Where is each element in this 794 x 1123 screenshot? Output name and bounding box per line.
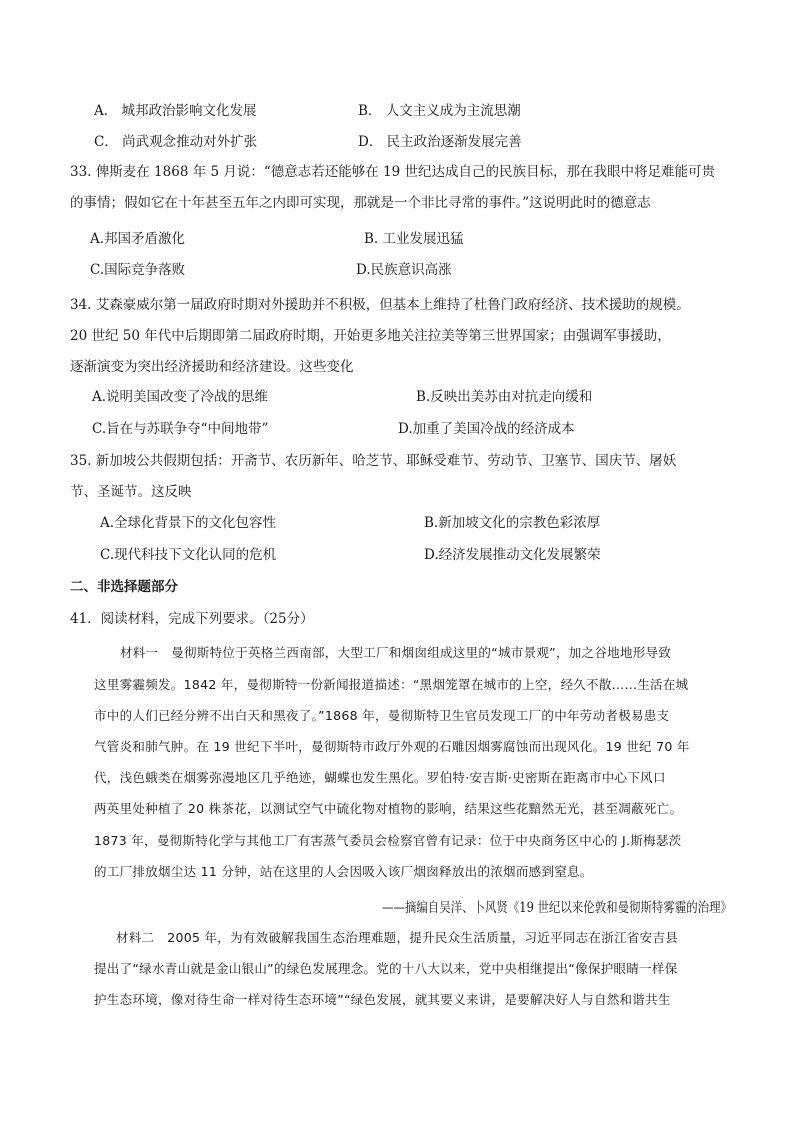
material-1-line: 1873 年，曼彻斯特化学与其他工厂有害蒸气委员会检察官曾有记录：位于中央商务区中心的 J.斯梅瑟茨 bbox=[94, 833, 682, 848]
q33-stem-line-2: 的事情；假如它在十年甚至五年之内即可实现，那就是一个非比寻常的事件。”这说明此时的德意志 bbox=[70, 195, 651, 211]
material-1-line: 代，浅色蛾类在烟雾弥漫地区几乎绝迹，蝴蝶也发生黑化。罗伯特·安吉斯·史密斯在距离市中心下风口 bbox=[94, 770, 666, 785]
q34-option-a[interactable]: A.说明美国改变了冷战的思维 bbox=[92, 389, 269, 405]
q32-options-row-2 bbox=[0, 131, 794, 153]
q34-option-c[interactable]: C.旨在与苏联争夺“中间地带” bbox=[92, 421, 269, 437]
q33-options-row-2 bbox=[0, 259, 794, 281]
section-heading-row bbox=[0, 576, 794, 598]
q34-options-row-1 bbox=[0, 386, 794, 408]
q41-stem-row bbox=[0, 608, 794, 630]
q33-option-a[interactable]: A.邦国矛盾激化 bbox=[90, 231, 186, 247]
q34-options-row-2 bbox=[0, 418, 794, 440]
q35-options-row-2 bbox=[0, 544, 794, 566]
q35-stem bbox=[70, 446, 728, 508]
q35-stem-line-2: 节、圣诞节。这反映 bbox=[70, 484, 192, 500]
q33-option-d[interactable]: D.民族意识高涨 bbox=[356, 262, 452, 278]
q35-options-row-1 bbox=[0, 512, 794, 534]
material-1-line: 的工厂排放烟尘达 11 分钟，站在这里的人会因吸入该厂烟囱释放出的浓烟而感到窒息。 bbox=[94, 864, 593, 879]
material-2-line: 提出了“绿水青山就是金山银山”的绿色发展理念。党的十八大以来，党中央相继提出“像保护眼睛一样保 bbox=[94, 961, 678, 976]
q32-option-d[interactable]: D． 民主政治逐渐发展完善 bbox=[358, 134, 522, 150]
material-1-line: 这里雾霾频发。1842 年，曼彻斯特一份新闻报道描述：“黑烟笼罩在城市的上空，经久不散……生活在城 bbox=[94, 677, 689, 692]
q35-option-a[interactable]: A.全球化背景下的文化包容性 bbox=[100, 515, 277, 531]
q41-stem: 41．阅读材料，完成下列要求。（25分） bbox=[70, 611, 314, 627]
material-1-line: 材料一 曼彻斯特位于英格兰西南部，大型工厂和烟囱组成这里的“城市景观”，加之谷地地形导致 bbox=[120, 645, 672, 660]
q34-stem-line-1: 34. 艾森豪威尔第一届政府时期对外援助并不积极，但基本上维持了杜鲁门政府经济、技术援助的规模。 bbox=[70, 297, 690, 313]
q32-option-a[interactable]: A． 城邦政治影响文化发展 bbox=[94, 103, 257, 119]
material-1-source: ——摘编自吴洋、卜风贤《19 世纪以来伦敦和曼彻斯特雾霾的治理》 bbox=[382, 900, 732, 916]
q33-stem bbox=[70, 157, 728, 219]
q32-option-b[interactable]: B． 人文主义成为主流思潮 bbox=[358, 103, 521, 119]
q34-option-d[interactable]: D.加重了美国冷战的经济成本 bbox=[398, 421, 575, 437]
material-1-line: 两英里处种植了 20 株茶花，以测试空气中硫化物对植物的影响，结果这些花黯然无光，甚至凋蔽死亡。 bbox=[94, 801, 683, 816]
section-2-title: 二、非选择题部分 bbox=[70, 579, 178, 595]
q33-options-row-1 bbox=[0, 228, 794, 250]
q32-option-c[interactable]: C． 尚武观念推动对外扩张 bbox=[94, 134, 258, 150]
q33-stem-line-1: 33. 俾斯麦在 1868 年 5 月说：“德意志若还能够在 19 世纪达成自己的民族目标，那在我眼中将足难能可贵 bbox=[70, 164, 716, 180]
q34-option-b[interactable]: B.反映出美苏由对抗走向缓和 bbox=[416, 389, 593, 405]
q33-option-b[interactable]: B. 工业发展迅猛 bbox=[364, 231, 464, 247]
q32-options-row-1 bbox=[0, 100, 794, 122]
material-1-line: 市中的人们已经分辨不出白天和黑夜了。”1868 年，曼彻斯特卫生官员发现工厂的中年劳动者极易患支 bbox=[94, 708, 670, 723]
material-1-line: 气管炎和肺气肿。在 19 世纪下半叶，曼彻斯特市政厅外观的石雕因烟雾腐蚀而出现风化。19 世纪 70 年 bbox=[94, 739, 690, 754]
q34-stem-line-2: 20 世纪 50 年代中后期即第二届政府时期，开始更多地关注拉美等第三世界国家；由强调军事援助， bbox=[70, 328, 671, 344]
material-2-line: 护生态环境，像对待生命一样对待生态环境”“绿色发展，就其要义来讲，是要解决好人与自然和谐共生 bbox=[94, 992, 671, 1007]
q35-option-d[interactable]: D.经济发展推动文化发展繁荣 bbox=[424, 547, 601, 563]
q35-option-b[interactable]: B.新加坡文化的宗教色彩浓厚 bbox=[424, 515, 601, 531]
q33-option-c[interactable]: C.国际竞争落败 bbox=[90, 262, 186, 278]
q35-stem-line-1: 35. 新加坡公共假期包括：开斋节、农历新年、哈芝节、耶稣受难节、劳动节、卫塞节、国庆节、屠妖 bbox=[70, 453, 677, 469]
material-2-line: 材料二 2005 年，为有效破解我国生态治理难题，提升民众生活质量，习近平同志在浙江省安吉县 bbox=[116, 930, 679, 945]
q34-stem bbox=[70, 290, 728, 383]
q35-option-c[interactable]: C.现代科技下文化认同的危机 bbox=[100, 547, 277, 563]
q34-stem-line-3: 逐渐演变为突出经济援助和经济建设。这些变化 bbox=[70, 359, 354, 375]
